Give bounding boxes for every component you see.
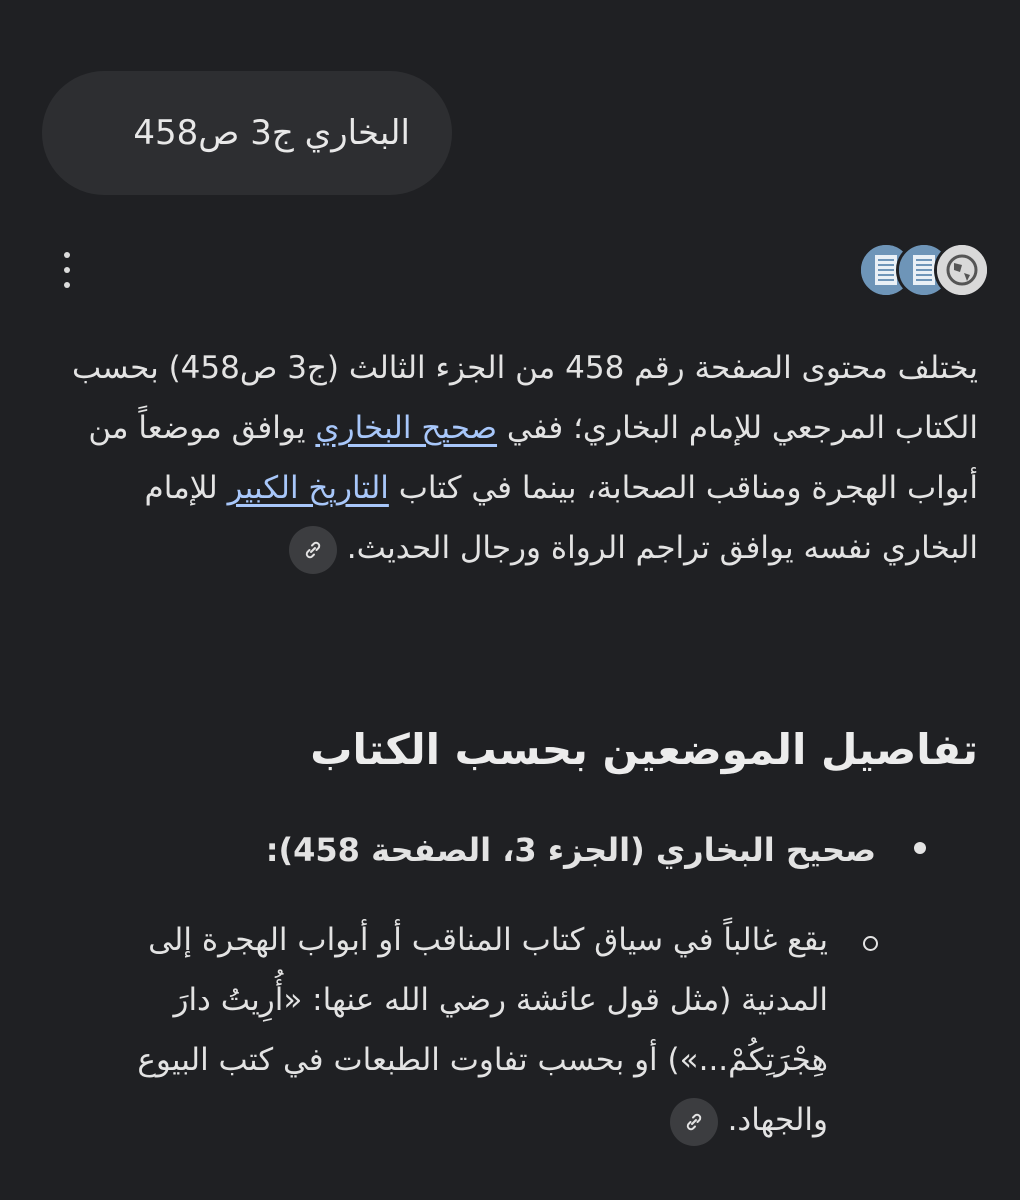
sub-bullet-marker	[863, 936, 878, 951]
user-query-bubble	[42, 71, 452, 195]
sources-stack[interactable]	[858, 240, 990, 296]
source-link-chip[interactable]	[670, 1098, 718, 1146]
more-options-button[interactable]	[50, 250, 84, 290]
answer-text-3: للإمام البخاري نفسه يوافق تراجم الرواة ورجال الحديث.	[144, 470, 978, 566]
link-sahih-bukhari[interactable]: صحيح البخاري	[315, 410, 498, 446]
link-icon	[301, 538, 325, 562]
sub-item-text: يقع غالباً في سياق كتاب المناقب أو أبواب الهجرة إلى المدنية (مثل قول عائشة رضي الله عنها: «أُرِيتُ دارَ هِجْرَتِكُمْ...») أو بحسب تفاوت الطبعات في كتب البيوع والجهاد.	[137, 922, 828, 1138]
list-item	[42, 822, 978, 878]
link-tarikh-kabir[interactable]: التاريخ الكبير	[227, 470, 389, 506]
answer-text-1: يختلف محتوى الصفحة رقم 458 من الجزء الثالث (ج3 ص458) بحسب الكتاب المرجعي للإمام البخاري؛ ففي	[71, 350, 978, 446]
list-item	[42, 910, 978, 1150]
answer-text-2: يوافق موضعاً من أبواب الهجرة ومناقب الصحابة، بينما في كتاب	[88, 410, 978, 506]
link-icon	[682, 1110, 706, 1134]
list-item-text	[72, 910, 828, 1150]
user-query-text: البخاري ج3 ص458	[133, 113, 410, 153]
section-heading: تفاصيل الموضعين بحسب الكتاب	[310, 725, 978, 774]
source-link-chip[interactable]	[289, 526, 337, 574]
answer-paragraph	[42, 338, 978, 578]
globe-icon[interactable]	[934, 242, 990, 298]
list-item-title: صحيح البخاري (الجزء 3، الصفحة 458):	[265, 831, 876, 869]
bullet-marker	[914, 842, 926, 854]
more-vert-icon	[64, 252, 70, 258]
